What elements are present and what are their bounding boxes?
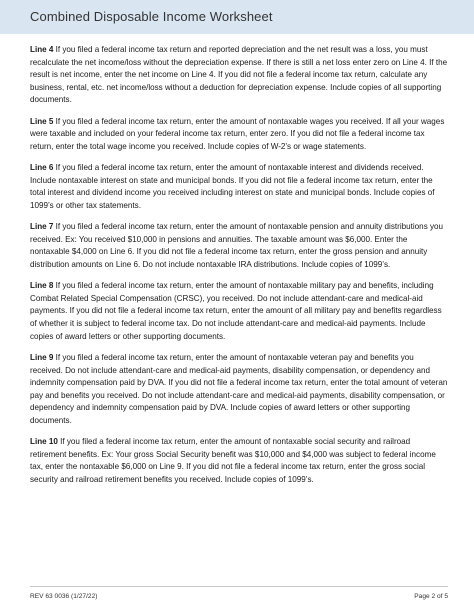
page-title: Combined Disposable Income Worksheet (30, 9, 273, 24)
line-4-text: If you filed a federal income tax return and reported depreciation and the net result was a loss, you must recalculate the net income/loss without the depreciation expense. If there is still a net loss enter zero on Line 4. If the result is net income, enter the net income on Line 4. If you did not file a federal income tax return, calculate any business, rental, etc. net income/loss without a deduction for depreciation expense. Include copies of all supporting documents. (30, 45, 448, 105)
line-4-label: Line 4 (30, 45, 54, 54)
line-7-text: If you filed a federal income tax return, enter the amount of nontaxable pension and annuity distributions you received. Ex: You received $10,000 in pensions and annuities. The taxable amount was $6,000. Enter the nontaxable $4,000 on Line 6. If you did not file a federal income tax return, enter the gross pension and annuity distribution amounts on Line 6. Do not include nontaxable IRA distributions. Include copies of 1099’s. (30, 222, 444, 269)
line-10-instruction (30, 436, 448, 486)
line-9-label: Line 9 (30, 352, 54, 362)
line-6-instruction (30, 162, 448, 212)
line-7-label: Line 7 (30, 222, 54, 232)
line-6-label: Line 6 (30, 163, 54, 173)
line-10-text: If you filed a federal income tax return, enter the amount of nontaxable social security and railroad retirement benefits. Ex: Your gross Social Security benefit was $10,000 and $4,000 was subject to federal income tax, enter the nontaxable $6,000 on Line 9. If you did not file a federal income tax return, enter the gross social security and railroad retirement benefits you received. Include copies of 1099’s. (30, 437, 436, 484)
line-10-label: Line 10 (30, 437, 58, 447)
line-8-text: If you filed a federal income tax return, enter the amount of nontaxable military pay and benefits, including Combat Related Special Compensation (CRSC), you received. Do not include attendant-care and medical-aid payments. If you did not file a federal income tax return, enter the amount of all military pay and benefits regardless of whether it is subject to federal income tax. Do not include attendant-care and medical-aid payments. Include copies of award letters or other supporting documents. (30, 281, 442, 341)
line-4-instruction (30, 44, 448, 107)
form-id: REV 63 0036 (1/27/22) (30, 593, 98, 600)
line-9-text: If you filed a federal income tax return, enter the amount of nontaxable veteran pay and benefits you received. Do not include attendant-care and medical-aid payments, disability compensation, or dependency and indemnity compensation paid by DVA. If you did not file a federal income tax return, enter the total amount of veteran pay and benefits you received. Do not include attendant-care and medical-aid payments, disability compensation, or dependency and indemnity compensation paid by DVA. Include copies of award letters or other supporting documents. (30, 352, 448, 425)
line-8-instruction (30, 280, 448, 343)
line-5-text: If you filed a federal income tax return, enter the amount of nontaxable wages you received. If all your wages were taxable and included on your federal income tax return, enter zero. If you did not file a federal income tax return, enter the total wage income you received. Include copies of W-2’s or wage statements. (30, 116, 445, 151)
page-footer (30, 586, 448, 600)
line-7-instruction (30, 221, 448, 271)
line-5-instruction (30, 116, 448, 154)
instructions-body (30, 44, 448, 495)
line-8-label: Line 8 (30, 281, 54, 291)
line-5-label: Line 5 (30, 116, 54, 126)
page-header (0, 0, 474, 34)
line-6-text: If you filed a federal income tax return, enter the amount of nontaxable interest and dividends received. Include nontaxable interest on state and municipal bonds. If you did not file a federal income tax return, enter the total interest and dividend income you received including interest on state and municipal bonds. Include copies of 1099’s or other tax statements. (30, 163, 435, 210)
line-9-instruction (30, 352, 448, 428)
page-number: Page 2 of 5 (414, 593, 448, 600)
